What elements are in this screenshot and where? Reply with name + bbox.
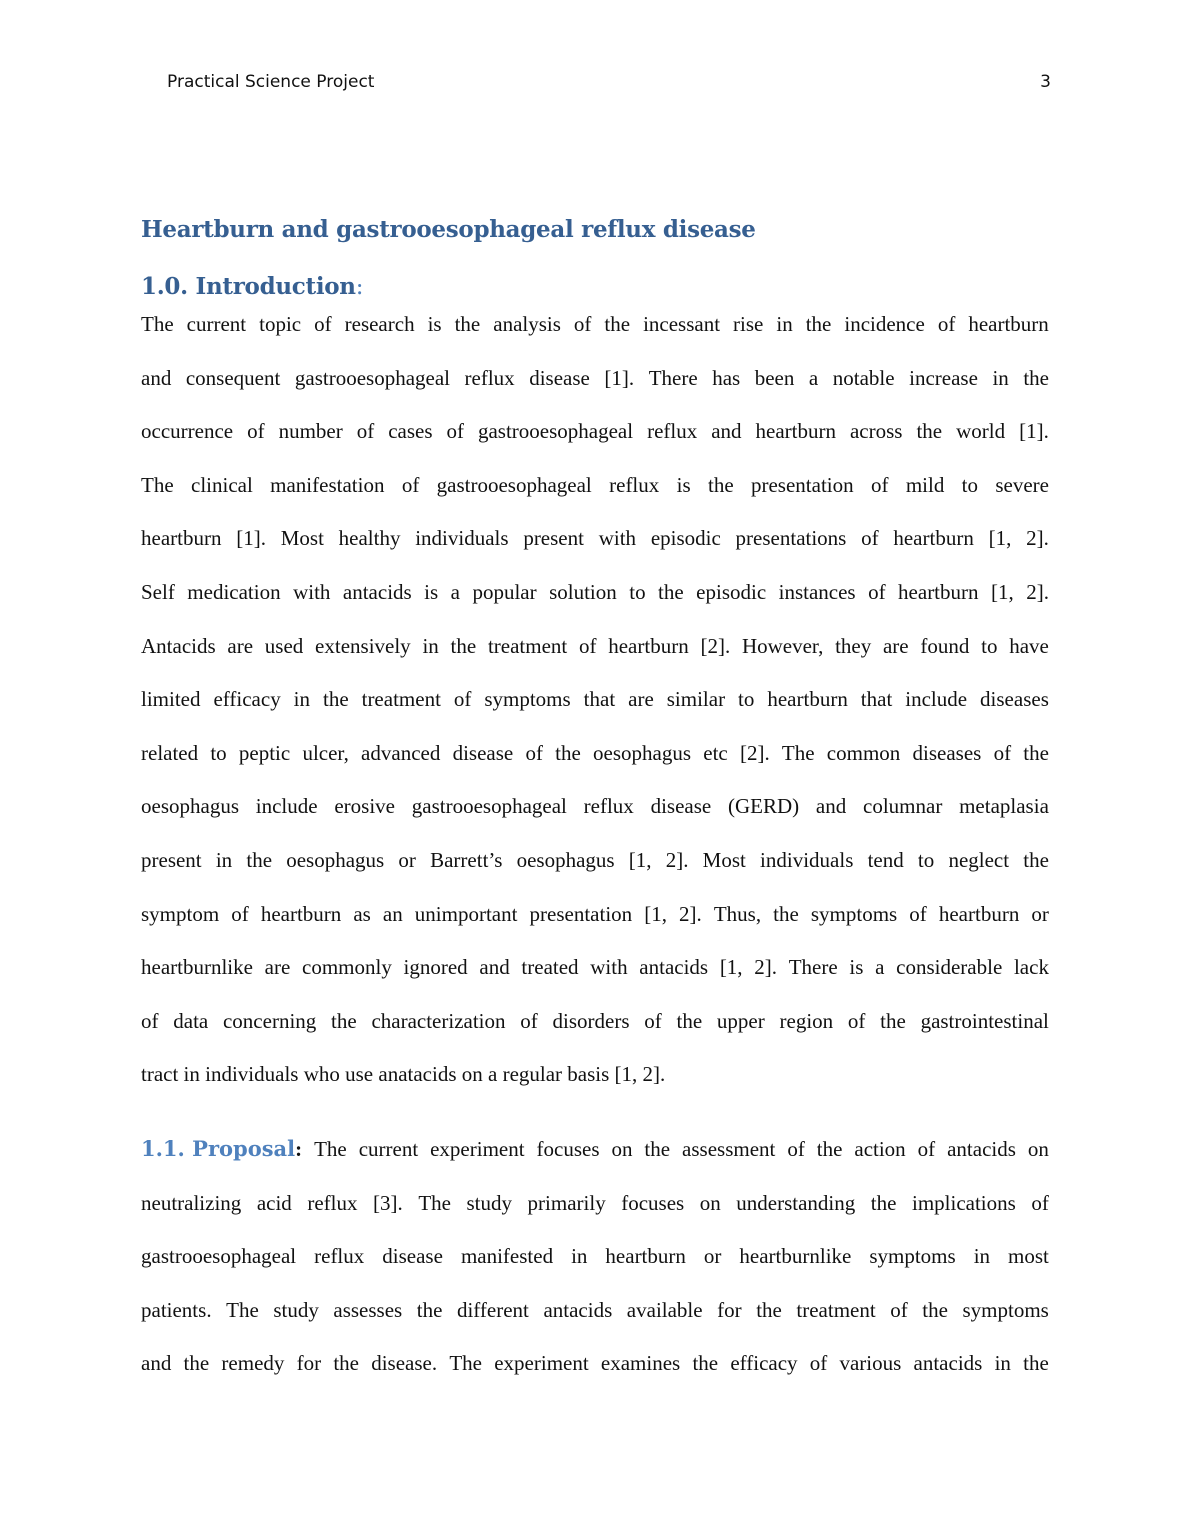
- proposal-paragraph: [141, 1137, 1049, 1405]
- introduction-paragraph: [141, 312, 1049, 1116]
- text-line: symptom of heartburn as an unimportant presentation [1, 2]. Thus, the symptoms of heartburn or: [141, 901, 1049, 926]
- text-line: oesophagus include erosive gastrooesophageal reflux disease (GERD) and columnar metaplasia: [141, 794, 1049, 819]
- page-header: [167, 72, 1051, 92]
- section-heading-introduction: [141, 273, 363, 300]
- text-line: tract in individuals who use anatacids on a regular basis [1, 2].: [141, 1062, 666, 1087]
- proposal-heading-group: [141, 1137, 302, 1191]
- text-line: Self medication with antacids is a popular solution to the episodic instances of heartburn [1, 2].: [141, 579, 1049, 604]
- proposal-first-line: 1.1. Proposal: The current experiment focuses on the assessment of the action of antacids on: [141, 1137, 1049, 1191]
- text-line: of data concerning the characterization of disorders of the upper region of the gastrointestinal: [141, 1008, 1049, 1033]
- text-line: heartburnlike are commonly ignored and treated with antacids [1, 2]. There is a considerable lack: [141, 955, 1049, 980]
- page-number: 3: [1040, 72, 1051, 92]
- text-line: heartburn [1]. Most healthy individuals present with episodic presentations of heartburn [1, 2].: [141, 526, 1049, 551]
- document-title: Heartburn and gastrooesophageal reflux disease: [141, 216, 756, 243]
- text-line: The current topic of research is the analysis of the incessant rise in the incidence of heartburn: [141, 312, 1049, 336]
- text-line: related to peptic ulcer, advanced disease of the oesophagus etc [2]. The common diseases of the: [141, 740, 1049, 765]
- running-title: Practical Science Project: [167, 72, 375, 92]
- heading-colon: :: [355, 274, 364, 300]
- text-line: Antacids are used extensively in the treatment of heartburn [2]. However, they are found to have: [141, 633, 1049, 658]
- section-heading-proposal: 1.1. Proposal: [141, 1136, 296, 1161]
- text-line: limited efficacy in the treatment of symptoms that are similar to heartburn that include diseases: [141, 687, 1049, 712]
- section-heading-text: 1.0. Introduction: [141, 273, 356, 300]
- heading-colon: :: [295, 1137, 303, 1161]
- text-line: patients. The study assesses the different antacids available for the treatment of the symptoms: [141, 1297, 1049, 1322]
- text-line: and consequent gastrooesophageal reflux disease [1]. There has been a notable increase in the: [141, 365, 1049, 390]
- text-line: occurrence of number of cases of gastrooesophageal reflux and heartburn across the world [1].: [141, 419, 1049, 444]
- text-line: present in the oesophagus or Barrett’s oesophagus [1, 2]. Most individuals tend to neglect the: [141, 847, 1049, 872]
- text-line: gastrooesophageal reflux disease manifested in heartburn or heartburnlike symptoms in most: [141, 1244, 1049, 1269]
- text-line: neutralizing acid reflux [3]. The study primarily focuses on understanding the implications of: [141, 1190, 1049, 1215]
- text-line: and the remedy for the disease. The experiment examines the efficacy of various antacids in the: [141, 1351, 1049, 1376]
- text-line: The clinical manifestation of gastrooesophageal reflux is the presentation of mild to severe: [141, 472, 1049, 497]
